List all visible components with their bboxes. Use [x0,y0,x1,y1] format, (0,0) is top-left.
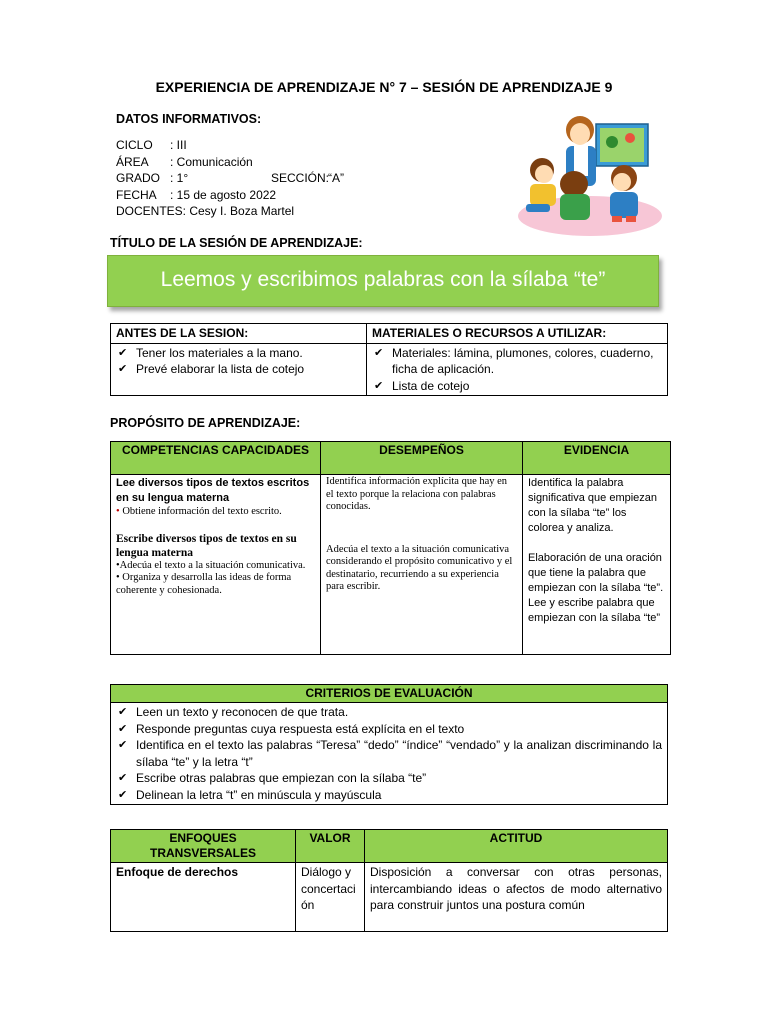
materiales-item: ✔ Materiales: lámina, plumones, colores, cuaderno, ficha de aplicación. [372,345,662,378]
capacidad-organiza: • Organiza y desarrolla las ideas de forma coherente y cohesionada. [116,572,292,596]
page-title: EXPERIENCIA DE APRENDIZAJE N° 7 – SESIÓN DE APRENDIZAJE 9 [155,79,613,95]
criterios-table [110,684,668,805]
antes-header: ANTES DE LA SESION: [111,324,367,344]
valor-header: VALOR [296,830,365,863]
datos-informativos [116,137,416,220]
session-heading: TÍTULO DE LA SESIÓN DE APRENDIZAJE: [110,236,363,250]
competencia-escribe: Escribe diversos tipos de textos en su lengua materna [116,532,297,559]
desempeno-adecua: Adecúa el texto a la situación comunicativa considerando el propósito comunicativo y el destinatario, recurriendo a su experiencia para escribir. [326,543,513,592]
seccion-label: SECCIÓN: [271,171,330,185]
antes-item: ✔ Prevé elaborar la lista de cotejo [116,361,361,378]
docentes: DOCENTES: Cesy I. Boza Martel [116,204,295,218]
materiales-item: ✔ Lista de cotejo [372,378,662,395]
grado-label: GRADO [116,171,161,185]
proposito-table: COMPETENCIAS CAPACIDADES DESEMPEÑOS EVIDENCIA Lee diversos tipos de textos escritos en su lengua materna • Obtiene información del texto escrito. Escribe diversos tipos de textos en su lengua materna •Adecúa el texto a la situación comunicativa. • Organiza y desarrolla las ideas de forma coherente y cohesionada. Identifica información explícita que hay en el texto porque la relaciona con palabras conocidas. Adecúa el texto a la situación comunicativa considerando el propósito comunicativo y el destinatario, recurriendo a su experiencia para escribir. Identifica la palabra significativa que empiezan con la sílaba “te” los colorea y analiza. Elaboración de una oración que tiene la palabra que empiezan con la sílaba “te”. Lee y escribe palabra que empiezan con la sílaba “te” [110,441,671,655]
fecha-label: FECHA [116,187,157,202]
valor-value: Diálogo y concertación [296,863,365,932]
area-label: ÁREA [116,154,149,169]
actitud-header: ACTITUD [365,830,668,863]
enfoques-header: ENFOQUES TRANSVERSALES [111,830,296,863]
criterio-item: ✔ Escribe otras palabras que empiezan con la sílaba “te” [116,770,662,787]
ciclo-label: CICLO [116,138,153,152]
desempeno-identifica: Identifica información explícita que hay en el texto porque la relaciona con palabras conocidas. [326,476,508,512]
capacidad-obtiene: Obtiene información del texto escrito. [122,506,282,517]
desempenos-header: DESEMPEÑOS [321,442,523,475]
area-value: : Comunicación [170,154,253,169]
competencias-header: COMPETENCIAS CAPACIDADES [111,442,321,475]
antes-materiales-table [110,323,668,396]
seccion-value: “A” [328,171,344,185]
session-title-banner [107,255,659,307]
evidencia-lee-escribe: Lee y escribe palabra que empiezan con la sílaba “te” [528,597,661,624]
evidencia-identifica: Identifica la palabra significativa que empiezan con la sílaba “te” los colorea y analiza. [528,477,658,534]
proposito-heading: PROPÓSITO DE APRENDIZAJE: [110,416,301,430]
criterio-item: ✔ Delinean la letra “t” en minúscula y mayúscula [116,787,662,804]
criterio-item: ✔ Responde preguntas cuya respuesta está explícita en el texto [116,721,662,738]
evidencia-elaboracion: Elaboración de una oración que tiene la palabra que empiezan con la sílaba “te”. [528,552,664,594]
competencia-lee: Lee diversos tipos de textos escritos en su lengua materna [116,477,310,504]
capacidad-adecua: •Adecúa el texto a la situación comunicativa. [116,559,306,571]
criterio-item: ✔ Leen un texto y reconocen de que trata. [116,704,662,721]
enfoques-table [110,829,668,932]
evidencia-header: EVIDENCIA [523,442,671,475]
materiales-header: MATERIALES O RECURSOS A UTILIZAR: [367,324,668,344]
ciclo-value: : III [170,138,187,152]
session-title: Leemos y escribimos palabras con la sílaba “te” [160,268,606,291]
criterio-item: ✔ Identifica en el texto las palabras “Teresa” “dedo” “índice” “vendado” y la analizan discriminando la sílaba “te” y la letra “t” [116,737,662,770]
actitud-value: Disposición a conversar con otras personas, intercambiando ideas o afectos de modo alternativo para construir juntos una postura común [365,863,668,932]
fecha-value: : 15 de agosto 2022 [170,187,277,202]
grado-value: : 1° [170,171,189,185]
criterios-header: CRITERIOS DE EVALUACIÓN [111,685,668,703]
antes-item: ✔ Tener los materiales a la mano. [116,345,361,362]
teacher-reading-illustration [512,112,664,242]
datos-heading: DATOS INFORMATIVOS: [116,112,262,126]
enfoque-value: Enfoque de derechos [111,863,296,932]
